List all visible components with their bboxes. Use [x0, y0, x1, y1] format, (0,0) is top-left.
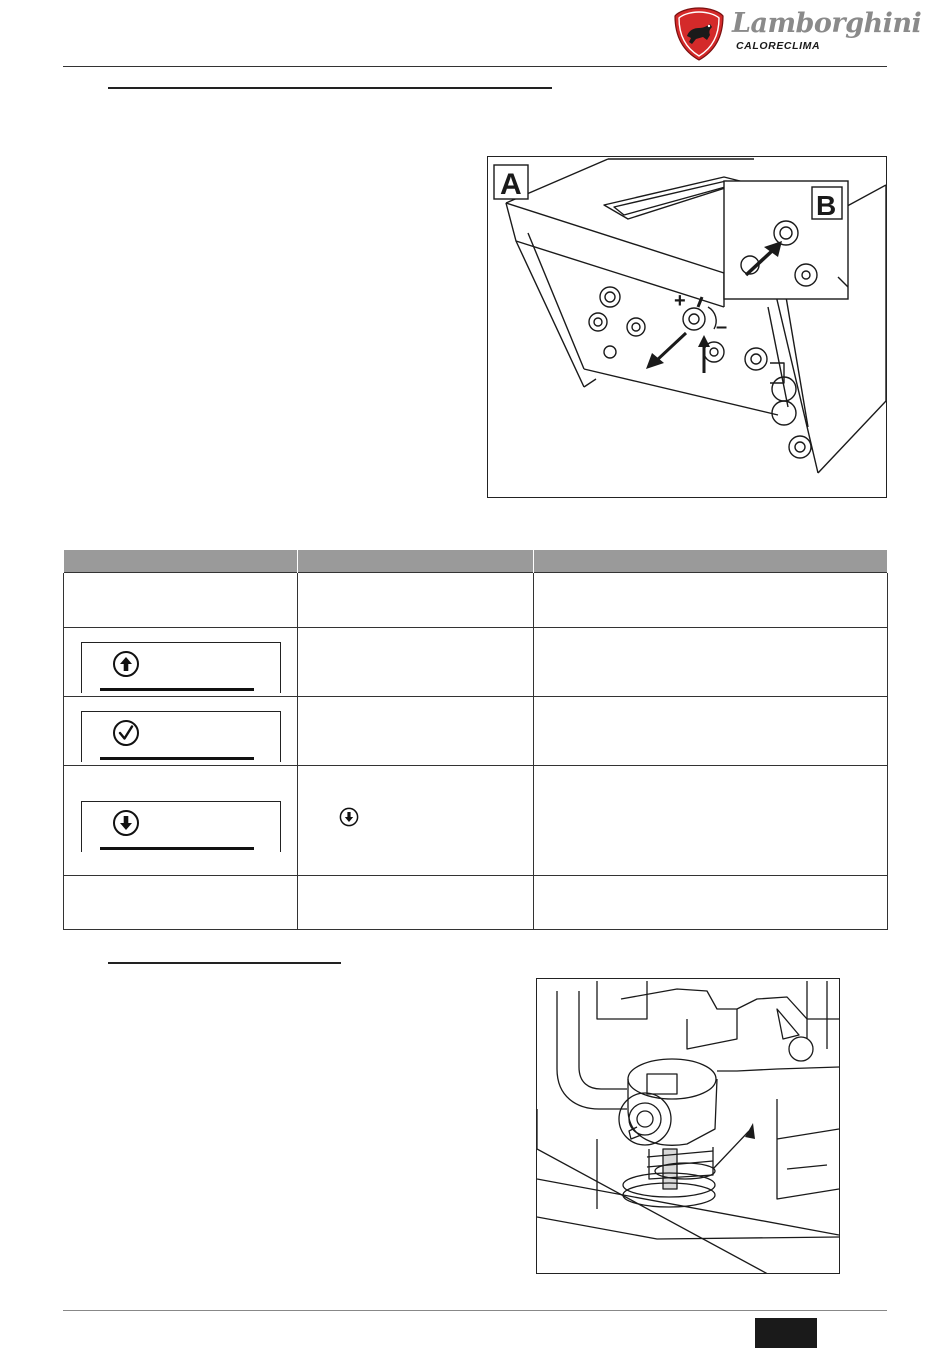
table-cell — [298, 876, 534, 930]
table-cell — [64, 573, 298, 628]
figure-valve-drawing — [537, 979, 839, 1273]
header-rule — [63, 66, 887, 67]
plus-sign: + — [674, 290, 686, 312]
table-cell — [298, 573, 534, 628]
brand-wordmark — [732, 6, 922, 62]
table-cell — [298, 697, 534, 766]
figure-valve — [536, 978, 840, 1274]
table-cell — [298, 766, 534, 876]
table-cell — [64, 697, 298, 766]
table-row — [64, 697, 888, 766]
page-number-badge — [755, 1318, 817, 1348]
figure-label-a: A — [500, 168, 522, 201]
table-cell — [534, 697, 888, 766]
table-header-cell — [298, 550, 534, 573]
table-cell — [534, 766, 888, 876]
section-heading-underline — [108, 87, 552, 89]
procedure-table — [63, 550, 888, 930]
table-cell — [534, 628, 888, 697]
table-cell — [298, 628, 534, 697]
table-row — [64, 876, 888, 930]
table-row — [64, 628, 888, 697]
display-symbol-box — [81, 642, 281, 693]
table-cell — [534, 876, 888, 930]
display-symbol-box — [81, 801, 281, 852]
table-row — [64, 573, 888, 628]
brand-subtitle: CALORECLIMA — [736, 40, 821, 52]
table-row — [64, 766, 888, 876]
arrow-up-circle-icon — [112, 650, 140, 678]
check-circle-icon — [112, 719, 140, 747]
minus-sign: – — [716, 316, 728, 338]
brand-name: Lamborghini — [732, 8, 922, 39]
footer-rule — [63, 1310, 887, 1311]
table-header-cell — [64, 550, 298, 573]
table-header-cell — [534, 550, 888, 573]
table-cell — [64, 766, 298, 876]
table-cell — [64, 876, 298, 930]
lamborghini-shield-logo — [672, 6, 726, 62]
table-cell — [64, 628, 298, 697]
figure-label-b: B — [816, 190, 837, 221]
display-symbol-box — [81, 711, 281, 762]
table-header-row — [64, 550, 888, 573]
table-cell — [534, 573, 888, 628]
arrow-down-circle-icon — [112, 809, 140, 837]
arrow-down-circle-icon — [339, 807, 359, 827]
figure-a — [487, 156, 887, 498]
figure-a-drawing — [488, 157, 886, 497]
subsection-heading-underline — [108, 962, 341, 964]
